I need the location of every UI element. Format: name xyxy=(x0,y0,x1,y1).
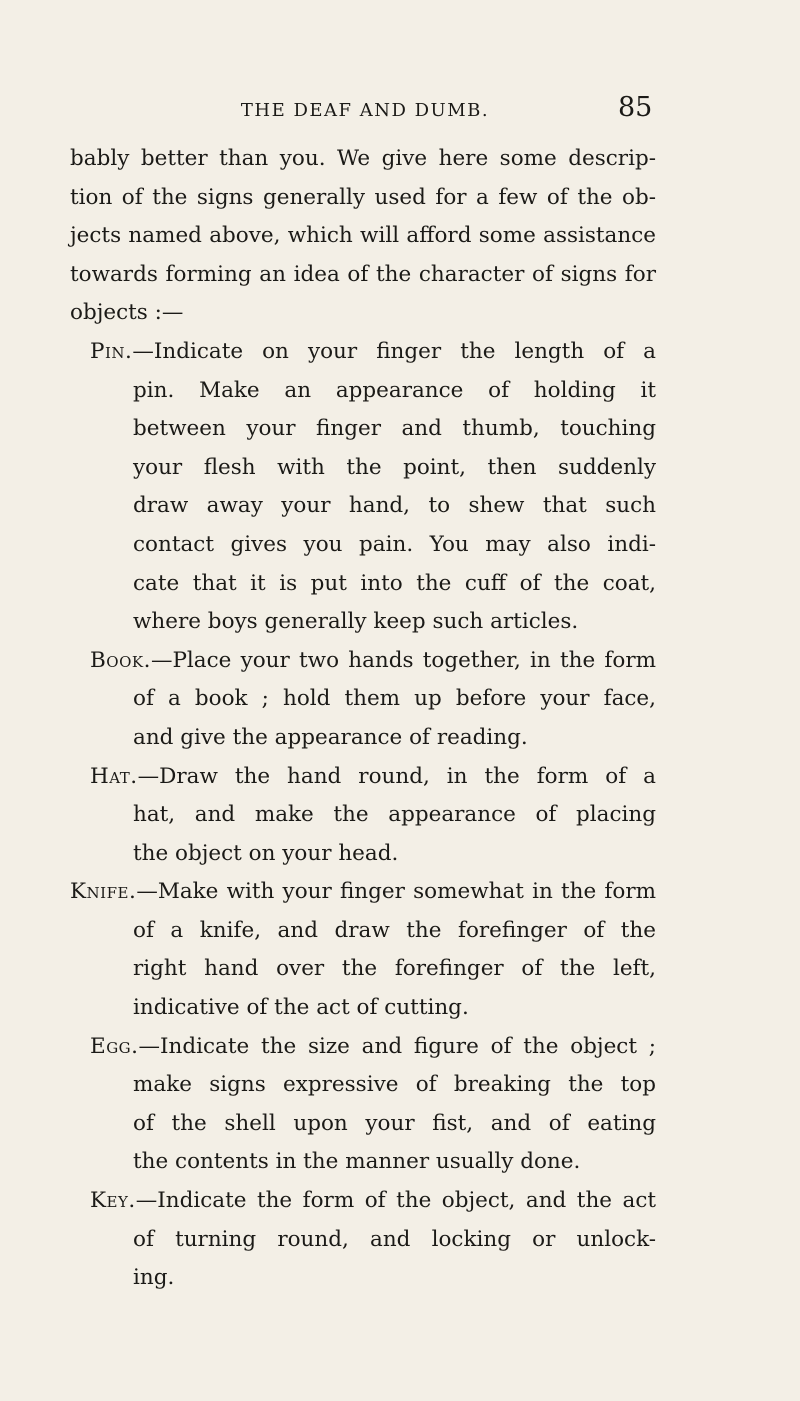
text-line: tion of the signs generally used for a few of the ob- xyxy=(70,184,656,210)
body-text xyxy=(70,140,656,1298)
entry-book xyxy=(70,642,656,758)
text-line: make signs expressive of breaking the top xyxy=(133,1072,656,1098)
text-line: contact gives you pain. You may also indi- xyxy=(133,531,656,557)
entry-term: Pin. xyxy=(90,338,133,364)
text-line: pin. Make an appearance of holding it xyxy=(133,377,656,403)
text-line: the contents in the manner usually done. xyxy=(133,1149,581,1175)
text-line: where boys generally keep such articles. xyxy=(133,609,579,635)
entry-key xyxy=(70,1182,656,1298)
text-line: cate that it is put into the cuff of the coat, xyxy=(133,570,656,596)
entry-first-line xyxy=(70,758,656,797)
text-line: of a book ; hold them up before your face, xyxy=(133,686,656,712)
entry-egg xyxy=(70,1028,656,1182)
entry-pin xyxy=(70,333,656,642)
entry-hat xyxy=(70,758,656,874)
entry-text: —Indicate the size and figure of the object ; xyxy=(138,1033,656,1059)
text-line: towards forming an idea of the character of signs for xyxy=(70,261,656,287)
text-line: indicative of the act of cutting. xyxy=(133,995,469,1021)
entry-knife xyxy=(70,873,656,1027)
entry-text: —Draw the hand round, in the form of a xyxy=(137,763,656,789)
text-line: of the shell upon your fist, and of eating xyxy=(133,1110,656,1136)
entry-text: —Make with your finger somewhat in the form xyxy=(136,879,656,905)
page-number: 85 xyxy=(618,92,653,123)
text-line: hat, and make the appearance of placing xyxy=(133,802,656,828)
text-line: bably better than you. We give here some descrip- xyxy=(70,146,656,171)
entry-term: Book. xyxy=(90,647,151,673)
entry-term: Hat. xyxy=(90,763,138,789)
text-line: the object on your head. xyxy=(133,840,399,866)
text-line: objects :— xyxy=(70,300,184,326)
entry-first-line xyxy=(70,873,656,912)
entry-text: —Indicate on your finger the length of a xyxy=(132,338,656,364)
entry-first-line xyxy=(70,1028,656,1067)
entry-first-line xyxy=(70,642,656,681)
entry-text: —Indicate the form of the object, and the act xyxy=(135,1188,656,1214)
text-line: and give the appearance of reading. xyxy=(133,724,528,750)
text-line: your flesh with the point, then suddenly xyxy=(133,454,656,480)
text-line: of turning round, and locking or unlock- xyxy=(133,1226,656,1252)
text-line: jects named above, which will afford some assistance xyxy=(70,223,656,249)
text-line: ing. xyxy=(133,1265,175,1291)
entry-term: Key. xyxy=(90,1188,136,1214)
text-line: draw away your hand, to shew that such xyxy=(133,493,656,519)
text-line: between your finger and thumb, touching xyxy=(133,416,656,442)
text-line: right hand over the forefinger of the left, xyxy=(133,956,656,982)
entry-term: Knife. xyxy=(70,879,137,905)
entry-text: —Place your two hands together, in the form xyxy=(150,647,656,673)
running-head: THE DEAF AND DUMB. xyxy=(240,100,490,121)
text-line: of a knife, and draw the forefinger of the xyxy=(133,917,656,943)
entry-term: Egg. xyxy=(90,1033,139,1059)
intro-paragraph xyxy=(70,140,656,333)
entry-first-line xyxy=(70,1182,656,1221)
entry-first-line xyxy=(70,333,656,372)
